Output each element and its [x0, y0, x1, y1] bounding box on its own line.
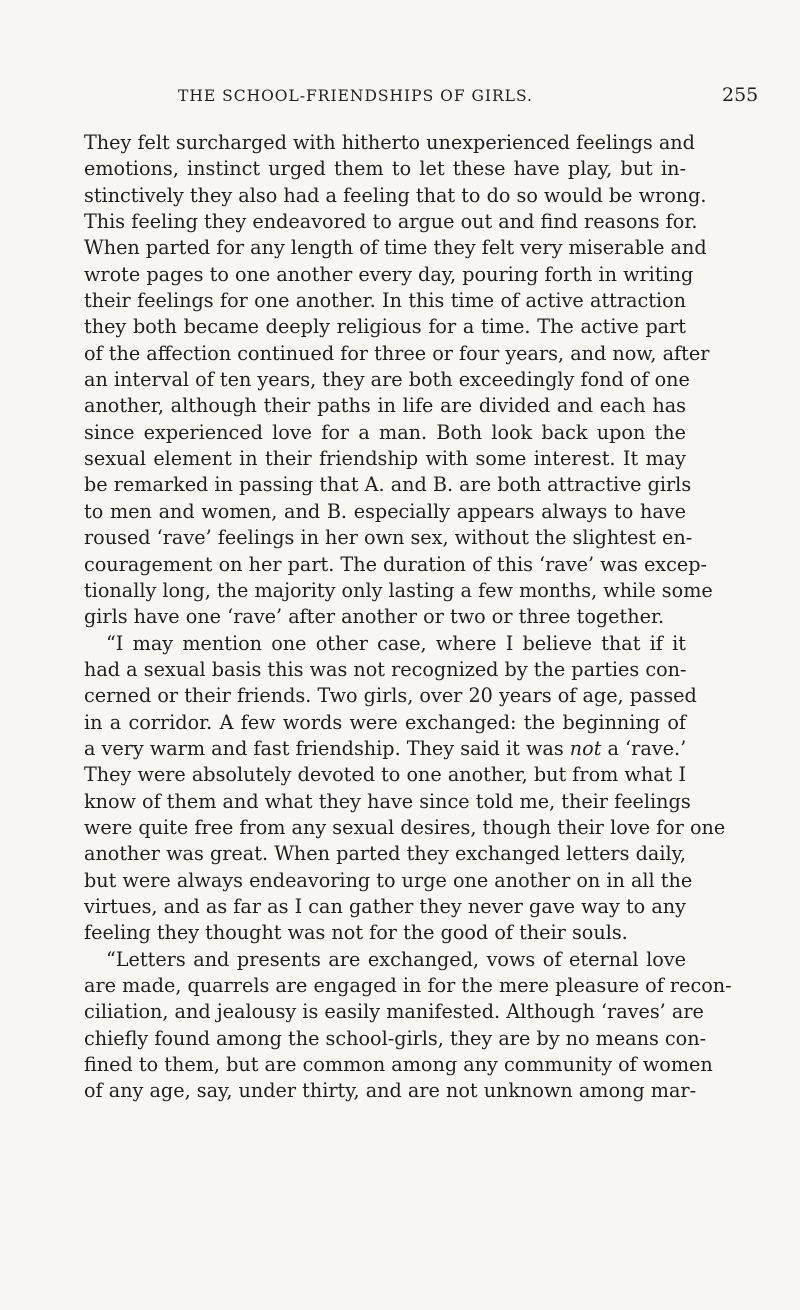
text-line: since experienced love for a man. Both look back upon the	[84, 420, 686, 444]
text-line: “Letters and presents are exchanged, vows of eternal love	[106, 947, 686, 971]
text-line: another was great. When parted they exchanged letters daily,	[84, 842, 686, 866]
text-line: wrote pages to one another every day, pouring forth in writing	[84, 262, 694, 286]
text-line: stinctively they also had a feeling that to do so would be wrong.	[84, 183, 707, 207]
body-text	[84, 130, 732, 1105]
text-line: know of them and what they have since told me, their feelings	[84, 789, 691, 813]
text-line: ciliation, and jealousy is easily manifested. Although ‘raves’ are	[84, 1000, 704, 1024]
text-line: fined to them, but are common among any community of women	[84, 1053, 713, 1077]
text-line: feeling they thought was not for the good of their souls.	[84, 921, 628, 945]
text-line: are made, quarrels are engaged in for the mere pleasure of recon-	[84, 974, 732, 997]
text-line: couragement on her part. The duration of this ‘rave’ was excep-	[84, 552, 707, 576]
text-line: They felt surcharged with hitherto unexperienced feelings and	[84, 131, 695, 154]
text-line: emotions, instinct urged them to let these have play, but in-	[84, 157, 686, 181]
text-line: but were always endeavoring to urge one another on in all the	[84, 868, 693, 892]
text-line: chiefly found among the school-girls, they are by no means con-	[84, 1026, 707, 1050]
text-line: When parted for any length of time they felt very miserable and	[84, 236, 707, 260]
text-line: girls have one ‘rave’ after another or two or three together.	[84, 605, 665, 629]
text-line: their feelings for one another. In this time of active attraction	[84, 289, 686, 313]
page-number: 255	[722, 84, 759, 106]
text-line: in a corridor. A few words were exchanged: the beginning of	[84, 710, 686, 734]
text-line: of any age, say, under thirty, and are not unknown among mar-	[84, 1079, 697, 1103]
text-line: tionally long, the majority only lasting a few months, while some	[84, 578, 713, 602]
text-line: to men and women, and B. especially appears always to have	[84, 499, 686, 523]
text-line: This feeling they endeavored to argue out and find reasons for.	[84, 210, 698, 234]
text-line: virtues, and as far as I can gather they never gave way to any	[84, 894, 686, 918]
text-line: roused ‘rave’ feelings in her own sex, without the slightest en-	[84, 526, 693, 550]
text-line: “I may mention one other case, where I believe that if it	[106, 631, 686, 655]
running-title: THE SCHOOL-FRIENDSHIPS OF GIRLS.	[178, 87, 533, 105]
text-line: had a sexual basis this was not recognized by the parties con-	[84, 657, 687, 681]
text-line: be remarked in passing that A. and B. are both attractive girls	[84, 473, 692, 497]
text-line: another, although their paths in life are divided and each has	[84, 394, 686, 418]
text-line: an interval of ten years, they are both exceedingly fond of one	[84, 368, 690, 392]
emphasis: not	[569, 736, 602, 760]
text-line: They were absolutely devoted to one another, but from what I	[84, 763, 687, 787]
text-line: sexual element in their friendship with some interest. It may	[84, 447, 686, 471]
text-line: of the affection continued for three or four years, and now, after	[84, 341, 710, 365]
text-line: cerned or their friends. Two girls, over 20 years of age, passed	[84, 684, 697, 708]
text-line: a very warm and fast friendship. They said it was not a ‘rave.’	[84, 736, 687, 760]
text-line: they both became deeply religious for a time. The active part	[84, 315, 686, 339]
text-line: were quite free from any sexual desires, though their love for one	[84, 815, 726, 839]
